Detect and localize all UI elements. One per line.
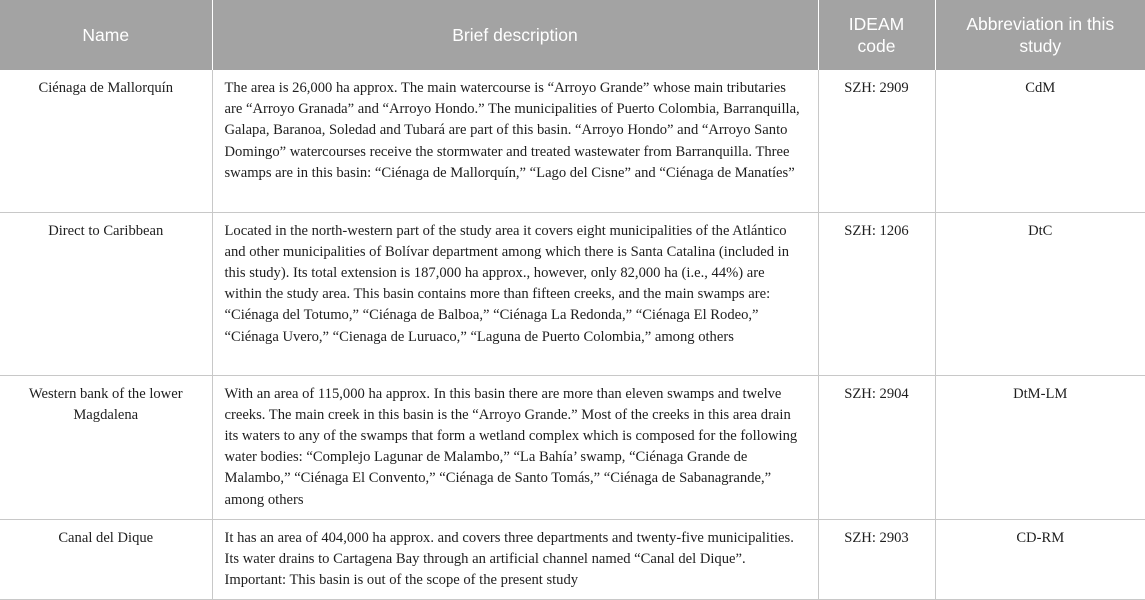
header-code-line1: IDEAM [848,14,905,34]
cell-abbreviation: DtM-LM [935,375,1145,519]
cell-code: SZH: 2909 [818,70,935,212]
header-code [818,0,935,70]
cell-name: Western bank of the lower Magdalena [0,375,212,519]
cell-abbreviation: DtC [935,212,1145,375]
table-row [0,519,1145,600]
header-name [0,0,212,70]
cell-abbreviation: CdM [935,70,1145,212]
cell-description: It has an area of 404,000 ha approx. and covers three departments and twenty-five municipalities. Its water drains to Cartagena Bay through an artificial channel named “Canal del Dique”. Important: This basin is out of the scope of the present study [212,519,818,600]
cell-name: Canal del Dique [0,519,212,600]
table-header-row [0,0,1145,70]
cell-code: SZH: 2903 [818,519,935,600]
header-abbreviation-line1: Abbreviation in this [966,14,1115,34]
header-abbreviation [935,0,1145,70]
cell-name: Ciénaga de Mallorquín [0,70,212,212]
table-row [0,212,1145,375]
cell-abbreviation: CD-RM [935,519,1145,600]
cell-description: The area is 26,000 ha approx. The main watercourse is “Arroyo Grande” whose main tributaries are “Arroyo Granada” and “Arroyo Hondo.” The municipalities of Puerto Colombia, Barranquilla, Galapa, Baranoa, Soledad and Tubará are part of this basin. “Arroyo Hondo” and “Arroyo Santo Domingo” watercourses receive the stormwater and treated wastewater from Barranquilla. Three swamps are in this basin: “Ciénaga de Mallorquín,” “Lago del Cisne” and “Ciénaga de Manatíes” [212,70,818,212]
table-row [0,375,1145,519]
cell-description: Located in the north-western part of the study area it covers eight municipalities of the Atlántico and other municipalities of Bolívar department among which there is Santa Catalina (included in this study). Its total extension is 187,000 ha approx., however, only 82,000 ha (i.e., 44%) are within the study area. This basin contains more than fifteen creeks, and the main swamps are: “Ciénaga del Totumo,” “Ciénaga de Balboa,” “Ciénaga La Redonda,” “Ciénaga El Rodeo,” “Ciénaga Uvero,” “Cienaga de Luruaco,” “Laguna de Puerto Colombia,” among others [212,212,818,375]
header-abbreviation-line2: study [1019,36,1062,56]
header-code-line2: code [857,36,896,56]
header-description-label: Brief description [452,25,578,45]
header-name-label: Name [82,25,130,45]
cell-name: Direct to Caribbean [0,212,212,375]
table-row [0,70,1145,212]
cell-description: With an area of 115,000 ha approx. In this basin there are more than eleven swamps and twelve creeks. The main creek in this basin is the “Arroyo Grande.” Most of the creeks in this area drain its waters to any of the swamps that form a wetland complex which is composed for the following water bodies: “Complejo Lagunar de Malambo,” “La Bahía’ swamp, “Ciénaga Grande de Malambo,” “Ciénaga El Convento,” “Ciénaga de Santo Tomás,” “Ciénaga de Sabanagrande,” among others [212,375,818,519]
header-description [212,0,818,70]
cell-code: SZH: 1206 [818,212,935,375]
cell-code: SZH: 2904 [818,375,935,519]
